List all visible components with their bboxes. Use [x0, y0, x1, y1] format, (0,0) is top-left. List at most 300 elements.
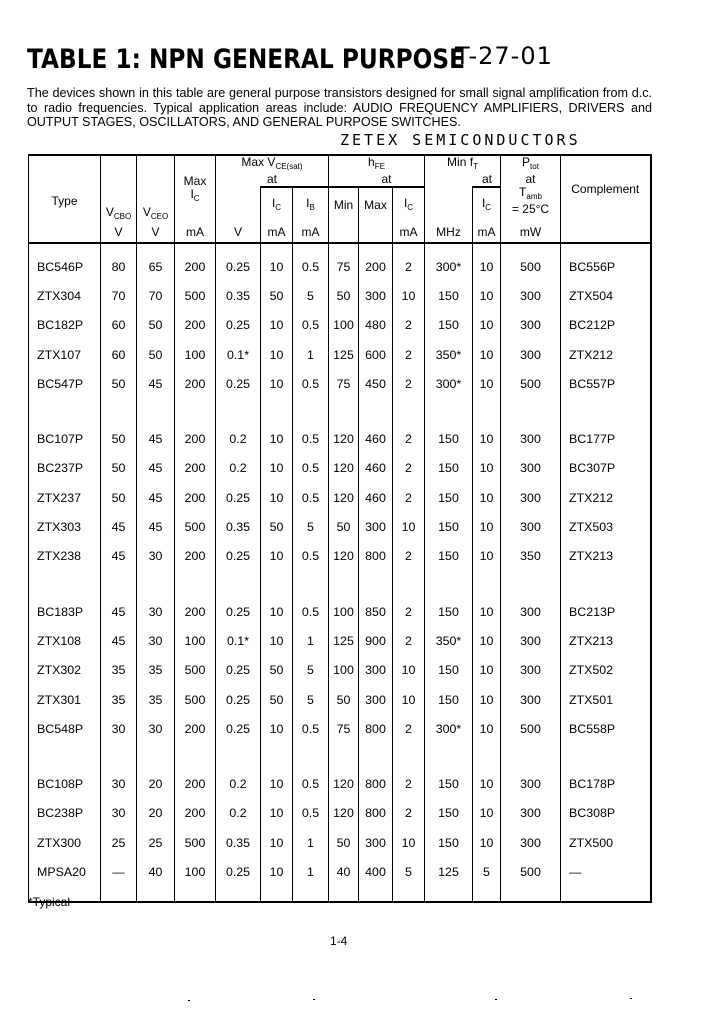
cell-value: 500	[175, 828, 216, 857]
cell-value: 0.25	[216, 542, 261, 571]
cell-value: 1	[293, 340, 329, 369]
cell-value: 2	[393, 542, 425, 571]
cell-value: 2	[393, 626, 425, 655]
cell-value: 300	[501, 828, 561, 857]
cell-value: 5	[293, 281, 329, 310]
cell-value: 10	[473, 454, 501, 483]
cell-value: 300	[501, 656, 561, 685]
cell-value: 10	[261, 252, 293, 281]
cell-value: —	[101, 857, 137, 886]
table-row	[29, 369, 651, 398]
scan-speck	[630, 998, 632, 999]
scan-speck	[313, 999, 315, 1000]
cell-value: 150	[425, 769, 473, 798]
cell-value: 2	[393, 340, 425, 369]
cell-value: 0.25	[216, 685, 261, 714]
cell-value: 10	[261, 828, 293, 857]
cell-value: 300	[501, 597, 561, 626]
cell-value: 150	[425, 454, 473, 483]
cell-value: 5	[293, 656, 329, 685]
header-ic-max: Max $I_C$	[175, 155, 216, 223]
complement-type: ZTX212	[561, 483, 651, 512]
unit: mA	[261, 223, 293, 243]
cell-value: 0.5	[293, 769, 329, 798]
table-row	[29, 252, 651, 281]
cell-value: 10	[393, 656, 425, 685]
cell-value: 150	[425, 311, 473, 340]
header-hfe: $h_{FE}$ at	[329, 155, 425, 187]
header-vcesat-ib: $I_B$	[293, 187, 329, 223]
complement-type: ZTX503	[561, 512, 651, 541]
cell-value: 500	[175, 685, 216, 714]
cell-value: 25	[137, 828, 175, 857]
cell-value: 300	[501, 454, 561, 483]
cell-value: 35	[101, 656, 137, 685]
header-vcesat-v	[216, 187, 261, 223]
device-type: BC108P	[29, 769, 101, 798]
table-row	[29, 685, 651, 714]
cell-value: 0.2	[216, 454, 261, 483]
complement-type: BC212P	[561, 311, 651, 340]
group-spacer	[29, 398, 651, 424]
cell-value: 200	[175, 542, 216, 571]
device-type: ZTX302	[29, 656, 101, 685]
cell-value: 10	[473, 799, 501, 828]
cell-value: 0.5	[293, 597, 329, 626]
cell-value: 200	[175, 597, 216, 626]
unit	[359, 223, 393, 243]
cell-value: 10	[473, 512, 501, 541]
cell-value: 20	[137, 799, 175, 828]
cell-value: 10	[261, 454, 293, 483]
cell-value: 0.35	[216, 828, 261, 857]
cell-value: 125	[329, 626, 359, 655]
unit: mA	[473, 223, 501, 243]
cell-value: 0.5	[293, 454, 329, 483]
complement-type: BC307P	[561, 454, 651, 483]
cell-value: 45	[101, 597, 137, 626]
cell-value: 150	[425, 281, 473, 310]
cell-value: 100	[175, 857, 216, 886]
cell-value: 200	[175, 454, 216, 483]
cell-value: 0.5	[293, 714, 329, 743]
cell-value: 200	[175, 369, 216, 398]
page-number: 1-4	[330, 934, 348, 948]
cell-value: 300	[501, 769, 561, 798]
cell-value: 50	[329, 828, 359, 857]
cell-value: 10	[261, 311, 293, 340]
cell-value: 20	[137, 769, 175, 798]
cell-value: 10	[473, 769, 501, 798]
cell-value: 75	[329, 252, 359, 281]
cell-value: 50	[101, 483, 137, 512]
table-row	[29, 340, 651, 369]
cell-value: 460	[359, 454, 393, 483]
cell-value: 0.35	[216, 281, 261, 310]
cell-value: 50	[101, 424, 137, 453]
cell-value: 0.35	[216, 512, 261, 541]
cell-value: 75	[329, 369, 359, 398]
cell-value: 350	[501, 542, 561, 571]
cell-value: 10	[473, 714, 501, 743]
table-header	[29, 155, 651, 243]
footnote: *Typical	[28, 895, 71, 909]
cell-value: 35	[137, 656, 175, 685]
device-type: MPSA20	[29, 857, 101, 886]
complement-type: ZTX213	[561, 626, 651, 655]
cell-value: 5	[393, 857, 425, 886]
cell-value: 25	[101, 828, 137, 857]
header-type: Type	[29, 155, 101, 223]
cell-value: 45	[101, 626, 137, 655]
cell-value: 100	[175, 340, 216, 369]
intro-paragraph: The devices shown in this table are general purpose transistors designed for small signal amplification from d.c. to radio frequencies. Typical application areas include: AUDIO FREQUENCY AMPLIFIERS, DRIVERS and OUTPUT STAGES, OSCILLATORS, AND GENERAL PURPOSE SWITCHES.	[27, 86, 652, 129]
cell-value: 30	[137, 542, 175, 571]
cell-value: 800	[359, 799, 393, 828]
cell-value: 0.25	[216, 857, 261, 886]
table-row	[29, 799, 651, 828]
unit: mW	[501, 223, 561, 243]
device-type: ZTX303	[29, 512, 101, 541]
complement-type: BC308P	[561, 799, 651, 828]
cell-value: 2	[393, 483, 425, 512]
cell-value: 50	[329, 281, 359, 310]
cell-value: 10	[473, 281, 501, 310]
cell-value: 10	[393, 281, 425, 310]
cell-value: 50	[261, 685, 293, 714]
group-spacer	[29, 743, 651, 769]
cell-value: 300	[501, 685, 561, 714]
cell-value: 200	[175, 424, 216, 453]
cell-value: 10	[473, 597, 501, 626]
table-row	[29, 512, 651, 541]
table-row	[29, 454, 651, 483]
cell-value: 2	[393, 769, 425, 798]
cell-value: 200	[175, 252, 216, 281]
cell-value: 35	[101, 685, 137, 714]
header-vcesat-ic: $I_C$	[261, 187, 293, 223]
cell-value: 150	[425, 512, 473, 541]
cell-value: 450	[359, 369, 393, 398]
cell-value: 10	[473, 340, 501, 369]
page-title: TABLE 1: NPN GENERAL PURPOSE	[27, 44, 465, 75]
cell-value: 300	[359, 656, 393, 685]
cell-value: 0.5	[293, 311, 329, 340]
cell-value: 10	[393, 512, 425, 541]
cell-value: 300	[501, 512, 561, 541]
device-type: ZTX301	[29, 685, 101, 714]
cell-value: 0.5	[293, 252, 329, 281]
header-vcesat: Max $V_{CE(sat)}$ at	[216, 155, 329, 187]
cell-value: 10	[393, 685, 425, 714]
cell-value: 80	[101, 252, 137, 281]
device-type: BC107P	[29, 424, 101, 453]
cell-value: 50	[329, 685, 359, 714]
header-complement: Complement	[561, 155, 651, 223]
cell-value: 1	[293, 857, 329, 886]
header-ft-mhz	[425, 187, 473, 223]
cell-value: 200	[175, 311, 216, 340]
cell-value: 500	[501, 857, 561, 886]
cell-value: 10	[261, 714, 293, 743]
cell-value: 0.25	[216, 252, 261, 281]
cell-value: 150	[425, 597, 473, 626]
cell-value: 45	[137, 454, 175, 483]
cell-value: 150	[425, 828, 473, 857]
header-vceo: $V_{CEO}$	[137, 155, 175, 223]
cell-value: 100	[175, 626, 216, 655]
unit: mA	[175, 223, 216, 243]
header-hfe-min: Min	[329, 187, 359, 223]
cell-value: 0.2	[216, 424, 261, 453]
cell-value: 800	[359, 769, 393, 798]
complement-type: BC178P	[561, 769, 651, 798]
cell-value: 75	[329, 714, 359, 743]
cell-value: 0.25	[216, 311, 261, 340]
device-type: ZTX237	[29, 483, 101, 512]
unit	[329, 223, 359, 243]
cell-value: 120	[329, 769, 359, 798]
table-row	[29, 626, 651, 655]
cell-value: 200	[175, 483, 216, 512]
device-type: BC547P	[29, 369, 101, 398]
header-vcbo: $V_{CBO}$	[101, 155, 137, 223]
cell-value: 120	[329, 542, 359, 571]
cell-value: 2	[393, 454, 425, 483]
table-row	[29, 769, 651, 798]
device-type: BC182P	[29, 311, 101, 340]
cell-value: 2	[393, 369, 425, 398]
cell-value: 10	[261, 340, 293, 369]
cell-value: 10	[473, 424, 501, 453]
cell-value: 200	[175, 769, 216, 798]
header-ptot: $P_{tot}$ at $T_{amb}$ = 25°C	[501, 155, 561, 223]
cell-value: 125	[329, 340, 359, 369]
complement-type: ZTX504	[561, 281, 651, 310]
cell-value: 30	[137, 626, 175, 655]
cell-value: 460	[359, 424, 393, 453]
table-row	[29, 311, 651, 340]
device-type: ZTX300	[29, 828, 101, 857]
header-hfe-max: Max	[359, 187, 393, 223]
cell-value: 0.5	[293, 799, 329, 828]
cell-value: 10	[261, 597, 293, 626]
cell-value: 0.25	[216, 369, 261, 398]
cell-value: 50	[137, 340, 175, 369]
cell-value: 0.5	[293, 542, 329, 571]
cell-value: 2	[393, 311, 425, 340]
cell-value: 10	[473, 828, 501, 857]
scan-speck	[188, 1000, 190, 1001]
cell-value: 10	[261, 483, 293, 512]
complement-type: ZTX500	[561, 828, 651, 857]
cell-value: 50	[329, 512, 359, 541]
cell-value: 300	[501, 626, 561, 655]
table-row	[29, 597, 651, 626]
device-type: ZTX107	[29, 340, 101, 369]
table-body	[29, 243, 651, 902]
cell-value: 10	[261, 799, 293, 828]
cell-value: 50	[101, 454, 137, 483]
cell-value: 200	[359, 252, 393, 281]
unit: mA	[293, 223, 329, 243]
cell-value: 800	[359, 542, 393, 571]
complement-type: BC557P	[561, 369, 651, 398]
complement-type: ZTX501	[561, 685, 651, 714]
cell-value: 50	[261, 656, 293, 685]
complement-type: ZTX502	[561, 656, 651, 685]
cell-value: 0.5	[293, 483, 329, 512]
cell-value: 30	[101, 769, 137, 798]
cell-value: 150	[425, 656, 473, 685]
cell-value: 2	[393, 424, 425, 453]
cell-value: 300	[501, 311, 561, 340]
complement-type: —	[561, 857, 651, 886]
cell-value: 300	[359, 685, 393, 714]
cell-value: 900	[359, 626, 393, 655]
complement-type: ZTX213	[561, 542, 651, 571]
cell-value: 600	[359, 340, 393, 369]
cell-value: 300	[359, 828, 393, 857]
cell-value: 2	[393, 252, 425, 281]
table-row	[29, 483, 651, 512]
cell-value: 300	[501, 483, 561, 512]
cell-value: 0.25	[216, 714, 261, 743]
cell-value: 40	[329, 857, 359, 886]
cell-value: 0.5	[293, 424, 329, 453]
cell-value: 65	[137, 252, 175, 281]
cell-value: 1	[293, 828, 329, 857]
unit	[561, 223, 651, 243]
cell-value: 45	[137, 483, 175, 512]
cell-value: 120	[329, 424, 359, 453]
cell-value: 300	[501, 340, 561, 369]
cell-value: 100	[329, 656, 359, 685]
cell-value: 0.25	[216, 597, 261, 626]
cell-value: 150	[425, 542, 473, 571]
cell-value: 5	[473, 857, 501, 886]
complement-type: ZTX212	[561, 340, 651, 369]
complement-type: BC213P	[561, 597, 651, 626]
cell-value: 120	[329, 799, 359, 828]
unit: V	[101, 223, 137, 243]
cell-value: 45	[101, 542, 137, 571]
device-type: ZTX238	[29, 542, 101, 571]
cell-value: 100	[329, 597, 359, 626]
cell-value: 300	[359, 281, 393, 310]
cell-value: 500	[501, 714, 561, 743]
header-ft: Min $f_T$ at	[425, 155, 501, 187]
cell-value: 10	[473, 685, 501, 714]
group-spacer	[29, 571, 651, 597]
manufacturer-stamp: ZETEX SEMICONDUCTORS	[340, 131, 581, 149]
table-row	[29, 542, 651, 571]
cell-value: 50	[261, 512, 293, 541]
group-spacer	[29, 243, 651, 252]
cell-value: 500	[175, 281, 216, 310]
complement-type: BC558P	[561, 714, 651, 743]
cell-value: 70	[101, 281, 137, 310]
cell-value: 500	[501, 252, 561, 281]
device-type: BC237P	[29, 454, 101, 483]
cell-value: 150	[425, 799, 473, 828]
cell-value: 10	[261, 369, 293, 398]
cell-value: 1	[293, 626, 329, 655]
cell-value: 2	[393, 597, 425, 626]
cell-value: 300	[501, 424, 561, 453]
cell-value: 200	[175, 799, 216, 828]
cell-value: 10	[393, 828, 425, 857]
cell-value: 50	[261, 281, 293, 310]
device-type: ZTX304	[29, 281, 101, 310]
table-row	[29, 828, 651, 857]
cell-value: 120	[329, 454, 359, 483]
unit: V	[216, 223, 261, 243]
cell-value: 350*	[425, 626, 473, 655]
table-row	[29, 857, 651, 886]
table-row	[29, 656, 651, 685]
cell-value: 480	[359, 311, 393, 340]
device-type: ZTX108	[29, 626, 101, 655]
cell-value: 300*	[425, 714, 473, 743]
cell-value: 300	[359, 512, 393, 541]
cell-value: 10	[473, 626, 501, 655]
scan-speck	[495, 999, 497, 1000]
cell-value: 0.2	[216, 769, 261, 798]
cell-value: 10	[473, 311, 501, 340]
cell-value: 70	[137, 281, 175, 310]
cell-value: 5	[293, 685, 329, 714]
cell-value: 500	[175, 656, 216, 685]
cell-value: 800	[359, 714, 393, 743]
cell-value: 300*	[425, 369, 473, 398]
table-row	[29, 714, 651, 743]
cell-value: 2	[393, 799, 425, 828]
cell-value: 10	[473, 369, 501, 398]
cell-value: 350*	[425, 340, 473, 369]
device-type: BC546P	[29, 252, 101, 281]
cell-value: 10	[473, 252, 501, 281]
cell-value: 150	[425, 483, 473, 512]
cell-value: 10	[261, 857, 293, 886]
cell-value: 300*	[425, 252, 473, 281]
table-row	[29, 424, 651, 453]
cell-value: 50	[101, 369, 137, 398]
cell-value: 460	[359, 483, 393, 512]
cell-value: 30	[101, 714, 137, 743]
cell-value: 45	[137, 369, 175, 398]
cell-value: 30	[101, 799, 137, 828]
cell-value: 300	[501, 799, 561, 828]
table-bottom	[29, 887, 651, 902]
transistor-table	[28, 154, 652, 903]
cell-value: 45	[137, 424, 175, 453]
unit: MHz	[425, 223, 473, 243]
cell-value: 0.25	[216, 483, 261, 512]
cell-value: 0.1*	[216, 626, 261, 655]
device-type: BC183P	[29, 597, 101, 626]
cell-value: 60	[101, 311, 137, 340]
cell-value: 0.5	[293, 369, 329, 398]
cell-value: 10	[261, 542, 293, 571]
device-type: BC548P	[29, 714, 101, 743]
cell-value: 120	[329, 483, 359, 512]
cell-value: 500	[175, 512, 216, 541]
units-row	[29, 223, 651, 243]
header-ft-ic: $I_C$	[473, 187, 501, 223]
cell-value: 60	[101, 340, 137, 369]
cell-value: 500	[501, 369, 561, 398]
